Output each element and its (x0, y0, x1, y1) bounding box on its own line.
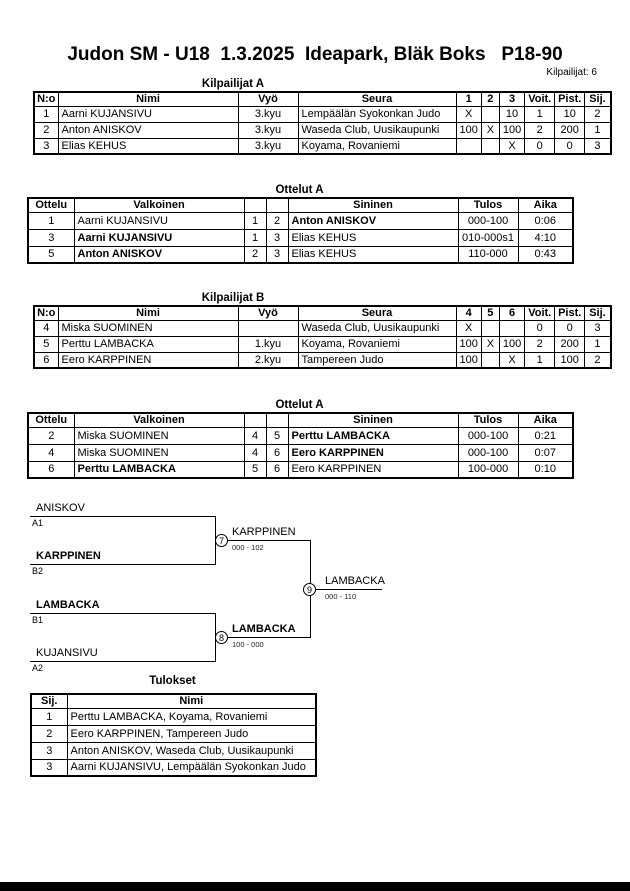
cell-white-no: 4 (244, 427, 266, 444)
cell-r3: 100 (499, 122, 524, 138)
competitor-count: Kilpailijat: 6 (546, 67, 597, 78)
results-table (30, 693, 317, 777)
cell-place: 1 (585, 336, 611, 352)
cell-belt: 3.kyu (238, 138, 298, 154)
col-header (266, 413, 288, 427)
cell-wins: 1 (525, 352, 555, 368)
match-number-circle: 8 (215, 631, 228, 644)
col-header: Valkoinen (74, 413, 244, 427)
cell-blue-no: 3 (266, 246, 288, 263)
cell-club: Waseda Club, Uusikaupunki (298, 320, 456, 336)
cell-belt: 3.kyu (238, 106, 298, 122)
cell-r1: X (456, 106, 481, 122)
table-row (34, 106, 611, 122)
match-number-circle: 7 (215, 534, 228, 547)
cell-club: Koyama, Rovaniemi (298, 336, 456, 352)
cell-white-player: Aarni KUJANSIVU (74, 229, 244, 246)
cell-time: 0:06 (518, 212, 573, 229)
cell-name: Aarni KUJANSIVU, Lempäälän Syokonkan Judo (67, 759, 316, 776)
col-header: Aika (518, 413, 573, 427)
col-header: Vyö (238, 306, 298, 320)
result-row (31, 725, 316, 742)
matches-b-heading: Ottelut A (275, 399, 324, 411)
cell-r2: X (481, 336, 499, 352)
match-number-circle: 9 (303, 583, 316, 596)
cell-belt: 1.kyu (238, 336, 298, 352)
table-row (34, 352, 611, 368)
cell-white-player: Aarni KUJANSIVU (74, 212, 244, 229)
bracket-winner-name: LAMBACKA (232, 623, 296, 635)
cell-r1: 100 (456, 122, 481, 138)
col-header: Pist. (555, 306, 585, 320)
bracket-line (30, 661, 215, 662)
cell-wins: 0 (525, 138, 555, 154)
cell-blue-player: Elias KEHUS (288, 246, 458, 263)
cell-no: 2 (34, 122, 58, 138)
col-header: N:o (34, 306, 58, 320)
header-row (34, 306, 611, 320)
col-header: Voit. (525, 306, 555, 320)
cell-r1: X (456, 320, 481, 336)
cell-white-player: Miska SUOMINEN (74, 444, 244, 461)
bracket-line (30, 613, 215, 614)
cell-result: 000-100 (458, 427, 518, 444)
table-row (34, 122, 611, 138)
header-row (28, 198, 573, 212)
cell-r1: 100 (456, 352, 481, 368)
col-header: Ottelu (28, 198, 74, 212)
cell-match-no: 1 (28, 212, 74, 229)
cell-name: Anton ANISKOV, Waseda Club, Uusikaupunki (67, 742, 316, 759)
cell-name: Eero KARPPINEN, Tampereen Judo (67, 725, 316, 742)
cell-belt: 3.kyu (238, 122, 298, 138)
cell-place: 3 (31, 742, 67, 759)
cell-place: 3 (31, 759, 67, 776)
col-header: N:o (34, 92, 58, 106)
table-row (34, 336, 611, 352)
matches-b-table (27, 412, 574, 479)
col-header: Ottelu (28, 413, 74, 427)
bracket-score: 100 - 000 (232, 640, 264, 649)
cell-belt (238, 320, 298, 336)
match-row (28, 246, 573, 263)
bracket-line (215, 540, 310, 541)
match-row (28, 444, 573, 461)
cell-r2 (481, 320, 499, 336)
cell-r1 (456, 138, 481, 154)
col-header (266, 198, 288, 212)
col-header: 3 (499, 92, 524, 106)
bracket-slot-name: ANISKOV (36, 502, 85, 514)
bracket-line (30, 516, 215, 517)
cell-points: 200 (555, 336, 585, 352)
cell-blue-no: 2 (266, 212, 288, 229)
cell-name: Perttu LAMBACKA (58, 336, 238, 352)
col-header: 6 (499, 306, 524, 320)
cell-name: Eero KARPPINEN (58, 352, 238, 368)
cell-place: 3 (585, 138, 611, 154)
cell-no: 6 (34, 352, 58, 368)
cell-place: 2 (585, 352, 611, 368)
col-header: Sij. (585, 92, 611, 106)
cell-r3: 100 (499, 336, 524, 352)
col-header: Tulos (458, 198, 518, 212)
col-header (244, 198, 266, 212)
cell-match-no: 3 (28, 229, 74, 246)
header-row (31, 694, 316, 708)
col-header: 1 (456, 92, 481, 106)
elimination-bracket (30, 500, 410, 680)
bracket-seed: A2 (32, 663, 44, 673)
cell-match-no: 6 (28, 461, 74, 478)
cell-wins: 1 (525, 106, 555, 122)
col-header (244, 413, 266, 427)
col-header: Valkoinen (74, 198, 244, 212)
cell-points: 200 (555, 122, 585, 138)
table-row (34, 320, 611, 336)
cell-name: Anton ANISKOV (58, 122, 238, 138)
cell-no: 1 (34, 106, 58, 122)
cell-name: Elias KEHUS (58, 138, 238, 154)
pool-b-table (33, 305, 612, 369)
cell-name: Aarni KUJANSIVU (58, 106, 238, 122)
cell-match-no: 4 (28, 444, 74, 461)
col-header: Seura (298, 306, 456, 320)
match-row (28, 212, 573, 229)
col-header: 4 (456, 306, 481, 320)
cell-blue-player: Anton ANISKOV (288, 212, 458, 229)
bracket-slot-name: KARPPINEN (36, 550, 101, 562)
cell-r1: 100 (456, 336, 481, 352)
cell-no: 5 (34, 336, 58, 352)
result-row (31, 742, 316, 759)
match-row (28, 461, 573, 478)
cell-blue-player: Eero KARPPINEN (288, 444, 458, 461)
match-row (28, 427, 573, 444)
col-header: Seura (298, 92, 456, 106)
col-header: Pist. (555, 92, 585, 106)
cell-white-player: Miska SUOMINEN (74, 427, 244, 444)
bracket-seed: B2 (32, 566, 44, 576)
pool-a-heading: Kilpailijat A (201, 78, 265, 90)
cell-r3 (499, 320, 524, 336)
cell-match-no: 5 (28, 246, 74, 263)
col-header: Nimi (58, 306, 238, 320)
result-row (31, 708, 316, 725)
cell-result: 000-100 (458, 212, 518, 229)
cell-time: 0:43 (518, 246, 573, 263)
header-row (34, 92, 611, 106)
cell-time: 0:21 (518, 427, 573, 444)
cell-place: 3 (585, 320, 611, 336)
cell-blue-player: Elias KEHUS (288, 229, 458, 246)
tournament-title: Judon SM - U18 1.3.2025 Ideapark, Bläk Boks P18-90 (67, 44, 563, 65)
results-heading: Tulokset (149, 675, 196, 687)
bracket-line (310, 589, 382, 590)
col-header: Sij. (31, 694, 67, 708)
col-header: 5 (481, 306, 499, 320)
cell-white-no: 5 (244, 461, 266, 478)
cell-name: Miska SUOMINEN (58, 320, 238, 336)
cell-white-no: 1 (244, 212, 266, 229)
col-header: Nimi (58, 92, 238, 106)
bracket-line (215, 637, 310, 638)
bracket-seed: A1 (32, 518, 44, 528)
pool-a-table (33, 91, 612, 155)
bracket-winner-name: KARPPINEN (232, 526, 296, 538)
cell-points: 0 (555, 138, 585, 154)
bottom-bar (0, 882, 630, 891)
cell-r3: X (499, 352, 524, 368)
cell-white-no: 4 (244, 444, 266, 461)
cell-club: Tampereen Judo (298, 352, 456, 368)
pool-b-heading: Kilpailijat B (201, 292, 265, 304)
cell-time: 4:10 (518, 229, 573, 246)
cell-match-no: 2 (28, 427, 74, 444)
matches-a-table (27, 197, 574, 264)
cell-r3: X (499, 138, 524, 154)
header-row (28, 413, 573, 427)
cell-r2 (481, 106, 499, 122)
cell-name: Perttu LAMBACKA, Koyama, Rovaniemi (67, 708, 316, 725)
cell-blue-no: 5 (266, 427, 288, 444)
cell-club: Koyama, Rovaniemi (298, 138, 456, 154)
cell-white-player: Anton ANISKOV (74, 246, 244, 263)
col-header: Sininen (288, 413, 458, 427)
bracket-slot-name: KUJANSIVU (36, 647, 98, 659)
col-header: Nimi (67, 694, 316, 708)
result-row (31, 759, 316, 776)
cell-blue-no: 6 (266, 444, 288, 461)
cell-wins: 2 (525, 336, 555, 352)
cell-r2 (481, 138, 499, 154)
cell-wins: 0 (525, 320, 555, 336)
bracket-winner-name: LAMBACKA (325, 575, 385, 587)
cell-time: 0:07 (518, 444, 573, 461)
col-header: Aika (518, 198, 573, 212)
col-header: Voit. (525, 92, 555, 106)
cell-belt: 2.kyu (238, 352, 298, 368)
cell-r2 (481, 352, 499, 368)
col-header: 2 (481, 92, 499, 106)
cell-points: 10 (555, 106, 585, 122)
col-header: Sininen (288, 198, 458, 212)
cell-place: 2 (585, 106, 611, 122)
match-row (28, 229, 573, 246)
cell-wins: 2 (525, 122, 555, 138)
bracket-score: 000 - 102 (232, 543, 264, 552)
cell-place: 1 (31, 708, 67, 725)
table-row (34, 138, 611, 154)
cell-club: Waseda Club, Uusikaupunki (298, 122, 456, 138)
cell-result: 010-000s1 (458, 229, 518, 246)
col-header: Tulos (458, 413, 518, 427)
cell-white-no: 1 (244, 229, 266, 246)
cell-result: 100-000 (458, 461, 518, 478)
cell-blue-no: 6 (266, 461, 288, 478)
bracket-seed: B1 (32, 615, 44, 625)
cell-r3: 10 (499, 106, 524, 122)
cell-place: 2 (31, 725, 67, 742)
cell-blue-player: Perttu LAMBACKA (288, 427, 458, 444)
matches-a-heading: Ottelut A (275, 184, 324, 196)
col-header: Vyö (238, 92, 298, 106)
col-header: Sij. (585, 306, 611, 320)
cell-blue-player: Eero KARPPINEN (288, 461, 458, 478)
cell-place: 1 (585, 122, 611, 138)
bracket-line (30, 564, 215, 565)
cell-result: 000-100 (458, 444, 518, 461)
cell-result: 110-000 (458, 246, 518, 263)
cell-no: 3 (34, 138, 58, 154)
bracket-score: 000 - 110 (325, 592, 357, 601)
cell-blue-no: 3 (266, 229, 288, 246)
cell-points: 0 (555, 320, 585, 336)
bracket-slot-name: LAMBACKA (36, 599, 100, 611)
cell-white-no: 2 (244, 246, 266, 263)
cell-club: Lempäälän Syokonkan Judo (298, 106, 456, 122)
cell-white-player: Perttu LAMBACKA (74, 461, 244, 478)
cell-time: 0:10 (518, 461, 573, 478)
cell-r2: X (481, 122, 499, 138)
cell-no: 4 (34, 320, 58, 336)
cell-points: 100 (555, 352, 585, 368)
